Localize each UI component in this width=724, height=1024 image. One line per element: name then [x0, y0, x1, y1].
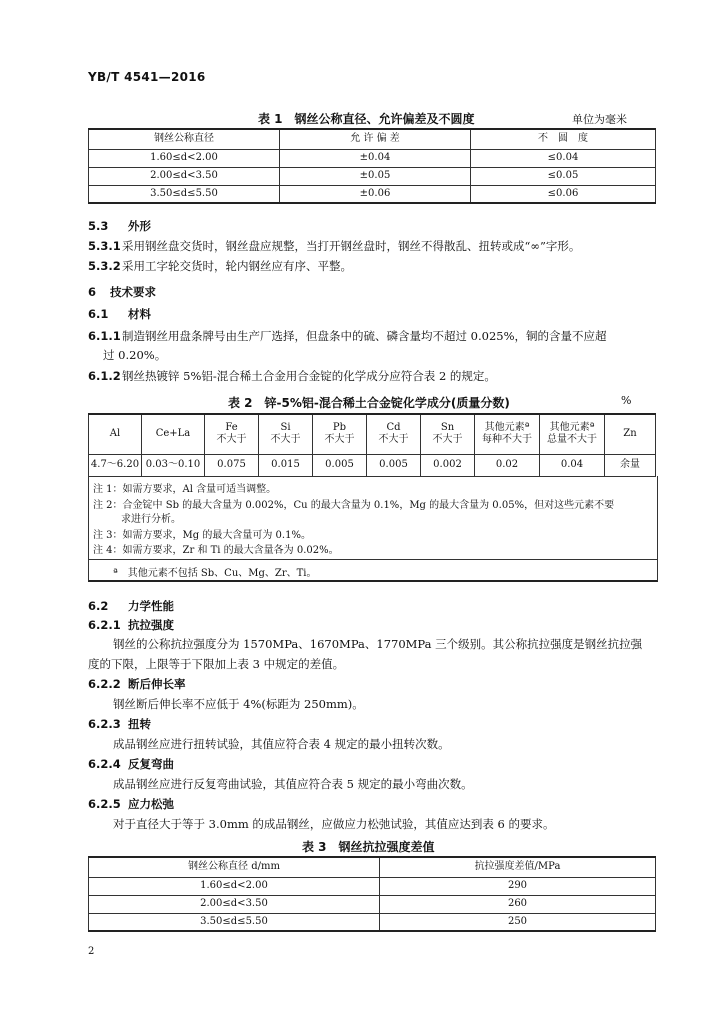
section-number: 6.2.3 [88, 717, 121, 731]
table1-cell: ±0.04 [280, 149, 471, 167]
section-6-2-5-heading [88, 796, 174, 812]
section-title: 断后伸长率 [128, 677, 186, 691]
table3-header-difference: 抗拉强度差值/MPa [380, 857, 656, 877]
section-number: 6 [88, 285, 97, 299]
section-title: 抗拉强度 [128, 618, 174, 632]
table2-cell: 4.7～6.20 [89, 454, 142, 476]
table2-header-other-total: 其他元素ª 总量不大于 [540, 414, 605, 454]
table2-caption: 表 2 锌-5%铝-混合稀土合金锭化学成分(质量分数) [228, 396, 510, 410]
table1-cell: ≤0.04 [471, 149, 656, 167]
table1-cell: ≤0.05 [471, 167, 656, 185]
table2 [88, 413, 656, 477]
table1-header-diameter: 钢丝公称直径 [89, 129, 280, 149]
table2-header-other-each: 其他元素ª 每种不大于 [475, 414, 540, 454]
table3-cell: 290 [380, 877, 656, 895]
table2-cell: 0.005 [367, 454, 421, 476]
table2-cell: 0.015 [259, 454, 313, 476]
table2-header-ce-la: Ce+La [142, 414, 205, 454]
table1-cell: 3.50≤d≤5.50 [89, 185, 280, 203]
table2-cell: 余量 [605, 454, 656, 476]
paragraph-5-3-1 [88, 238, 580, 254]
table2-cell: 0.04 [540, 454, 605, 476]
paragraph-5-3-2 [88, 258, 352, 274]
section-6-2-2-heading [88, 676, 186, 692]
table2-cell: 0.02 [475, 454, 540, 476]
table2-cell: 0.03～0.10 [142, 454, 205, 476]
section-6-2-4-heading [88, 756, 174, 772]
section-title: 技术要求 [110, 285, 156, 299]
table2-header-cd: Cd 不大于 [367, 414, 421, 454]
section-number: 6.2 [88, 599, 109, 613]
table3-cell: 3.50≤d≤5.50 [89, 913, 380, 931]
table3-cell: 1.60≤d<2.00 [89, 877, 380, 895]
clause-number: 5.3.1 [88, 239, 121, 253]
section-number: 6.2.5 [88, 797, 121, 811]
table3-caption: 表 3 钢丝抗拉强度差值 [302, 840, 435, 854]
section-title: 力学性能 [128, 599, 174, 613]
paragraph-6-2-5: 对于直径大于等于 3.0mm 的成品钢丝，应做应力松弛试验，其值应达到表 6 的要求。 [113, 817, 555, 831]
section-title: 扭转 [128, 717, 151, 731]
clause-number: 6.1.2 [88, 369, 121, 383]
table-row [89, 454, 656, 476]
page-number: 2 [88, 946, 95, 957]
table2-header-sn: Sn 不大于 [421, 414, 475, 454]
table2-header-pb: Pb 不大于 [313, 414, 367, 454]
paragraph-6-2-4: 成品钢丝应进行反复弯曲试验，其值应符合表 5 规定的最小弯曲次数。 [113, 777, 473, 791]
section-title: 应力松弛 [128, 797, 174, 811]
table2-cell: 0.002 [421, 454, 475, 476]
table1-header-roundness: 不 圆 度 [471, 129, 656, 149]
section-6-1-heading [88, 306, 151, 322]
section-number: 6.2.4 [88, 757, 121, 771]
table2-notes-divider [89, 559, 657, 560]
section-number: 5.3 [88, 219, 109, 233]
paragraph-6-1-1-line1 [88, 328, 607, 344]
table3-cell: 250 [380, 913, 656, 931]
section-6-heading [88, 284, 156, 300]
table1-cell: ≤0.06 [471, 185, 656, 203]
clause-text: 采用钢丝盘交货时，钢丝盘应规整，当打开钢丝盘时，钢丝不得散乱、扭转或成“∞”字形。 [122, 239, 581, 253]
table3-cell: 260 [380, 895, 656, 913]
table2-footnote: ª 其他元素不包括 Sb、Cu、Mg、Zr、Ti。 [113, 568, 317, 579]
table1-caption: 表 1 钢丝公称直径、允许偏差及不圆度 [258, 112, 475, 126]
table2-note-2: 注 2：合金锭中 Sb 的最大含量为 0.002%，Cu 的最大含量为 0.1%，Mg 的最大含量为 0.05%，但对这些元素不要 [93, 500, 615, 511]
table-row [89, 167, 656, 185]
section-title: 反复弯曲 [128, 757, 174, 771]
table3 [88, 856, 656, 932]
section-6-2-1-heading [88, 617, 174, 633]
table3-cell: 2.00≤d<3.50 [89, 895, 380, 913]
paragraph-6-2-1-line2: 度的下限，上限等于下限加上表 3 中规定的差值。 [88, 657, 345, 671]
table2-header-zn: Zn [605, 414, 656, 454]
table1-cell: ±0.05 [280, 167, 471, 185]
table3-header-diameter: 钢丝公称直径 d/mm [89, 857, 380, 877]
clause-text: 采用工字轮交货时，轮内钢丝应有序、平整。 [122, 259, 352, 273]
table2-header-si: Si 不大于 [259, 414, 313, 454]
table1-cell: 1.60≤d<2.00 [89, 149, 280, 167]
clause-text: 钢丝热镀锌 5%铝-混合稀土合金用合金锭的化学成分应符合表 2 的规定。 [122, 369, 496, 383]
section-title: 材料 [128, 307, 151, 321]
table1-cell: 2.00≤d<3.50 [89, 167, 280, 185]
paragraph-6-1-2 [88, 368, 496, 384]
table2-note-4: 注 4：如需方要求，Zr 和 Ti 的最大含量各为 0.02%。 [93, 545, 339, 556]
table2-unit: % [621, 394, 632, 407]
table2-header-al: Al [89, 414, 142, 454]
table-row [89, 185, 656, 203]
paragraph-6-2-3: 成品钢丝应进行扭转试验，其值应符合表 4 规定的最小扭转次数。 [113, 737, 450, 751]
table2-note-2-continued: 求进行分析。 [121, 514, 181, 525]
table-row [89, 913, 656, 931]
section-6-2-3-heading [88, 716, 151, 732]
table2-header-fe: Fe 不大于 [205, 414, 259, 454]
table1 [88, 128, 656, 204]
table1-cell: ±0.06 [280, 185, 471, 203]
section-number: 6.1 [88, 307, 109, 321]
table2-note-1: 注 1：如需方要求，Al 含量可适当调整。 [93, 484, 277, 495]
clause-text: 制造钢丝用盘条牌号由生产厂选择，但盘条中的硫、磷含量均不超过 0.025%，铜的含量不应超 [122, 329, 607, 343]
section-5-3-heading [88, 218, 151, 234]
table2-note-3: 注 3：如需方要求，Mg 的最大含量可为 0.1%。 [93, 530, 311, 541]
table2-cell: 0.075 [205, 454, 259, 476]
table1-unit: 单位为毫米 [572, 113, 627, 126]
table-row [89, 877, 656, 895]
section-number: 6.2.2 [88, 677, 121, 691]
table-row [89, 895, 656, 913]
paragraph-6-2-1-line1: 钢丝的公称抗拉强度分为 1570MPa、1670MPa、1770MPa 三个级别。其公称抗拉强度是钢丝抗拉强 [113, 637, 643, 651]
paragraph-6-1-1-line2: 过 0.20%。 [103, 348, 167, 362]
section-title: 外形 [128, 219, 151, 233]
table-row [89, 149, 656, 167]
table2-notes [88, 476, 658, 582]
table1-header-tolerance: 允 许 偏 差 [280, 129, 471, 149]
paragraph-6-2-2: 钢丝断后伸长率不应低于 4%(标距为 250mm)。 [113, 697, 364, 711]
standard-code: YB/T 4541—2016 [88, 70, 206, 84]
section-number: 6.2.1 [88, 618, 121, 632]
clause-number: 5.3.2 [88, 259, 121, 273]
table2-cell: 0.005 [313, 454, 367, 476]
section-6-2-heading [88, 598, 174, 614]
clause-number: 6.1.1 [88, 329, 121, 343]
